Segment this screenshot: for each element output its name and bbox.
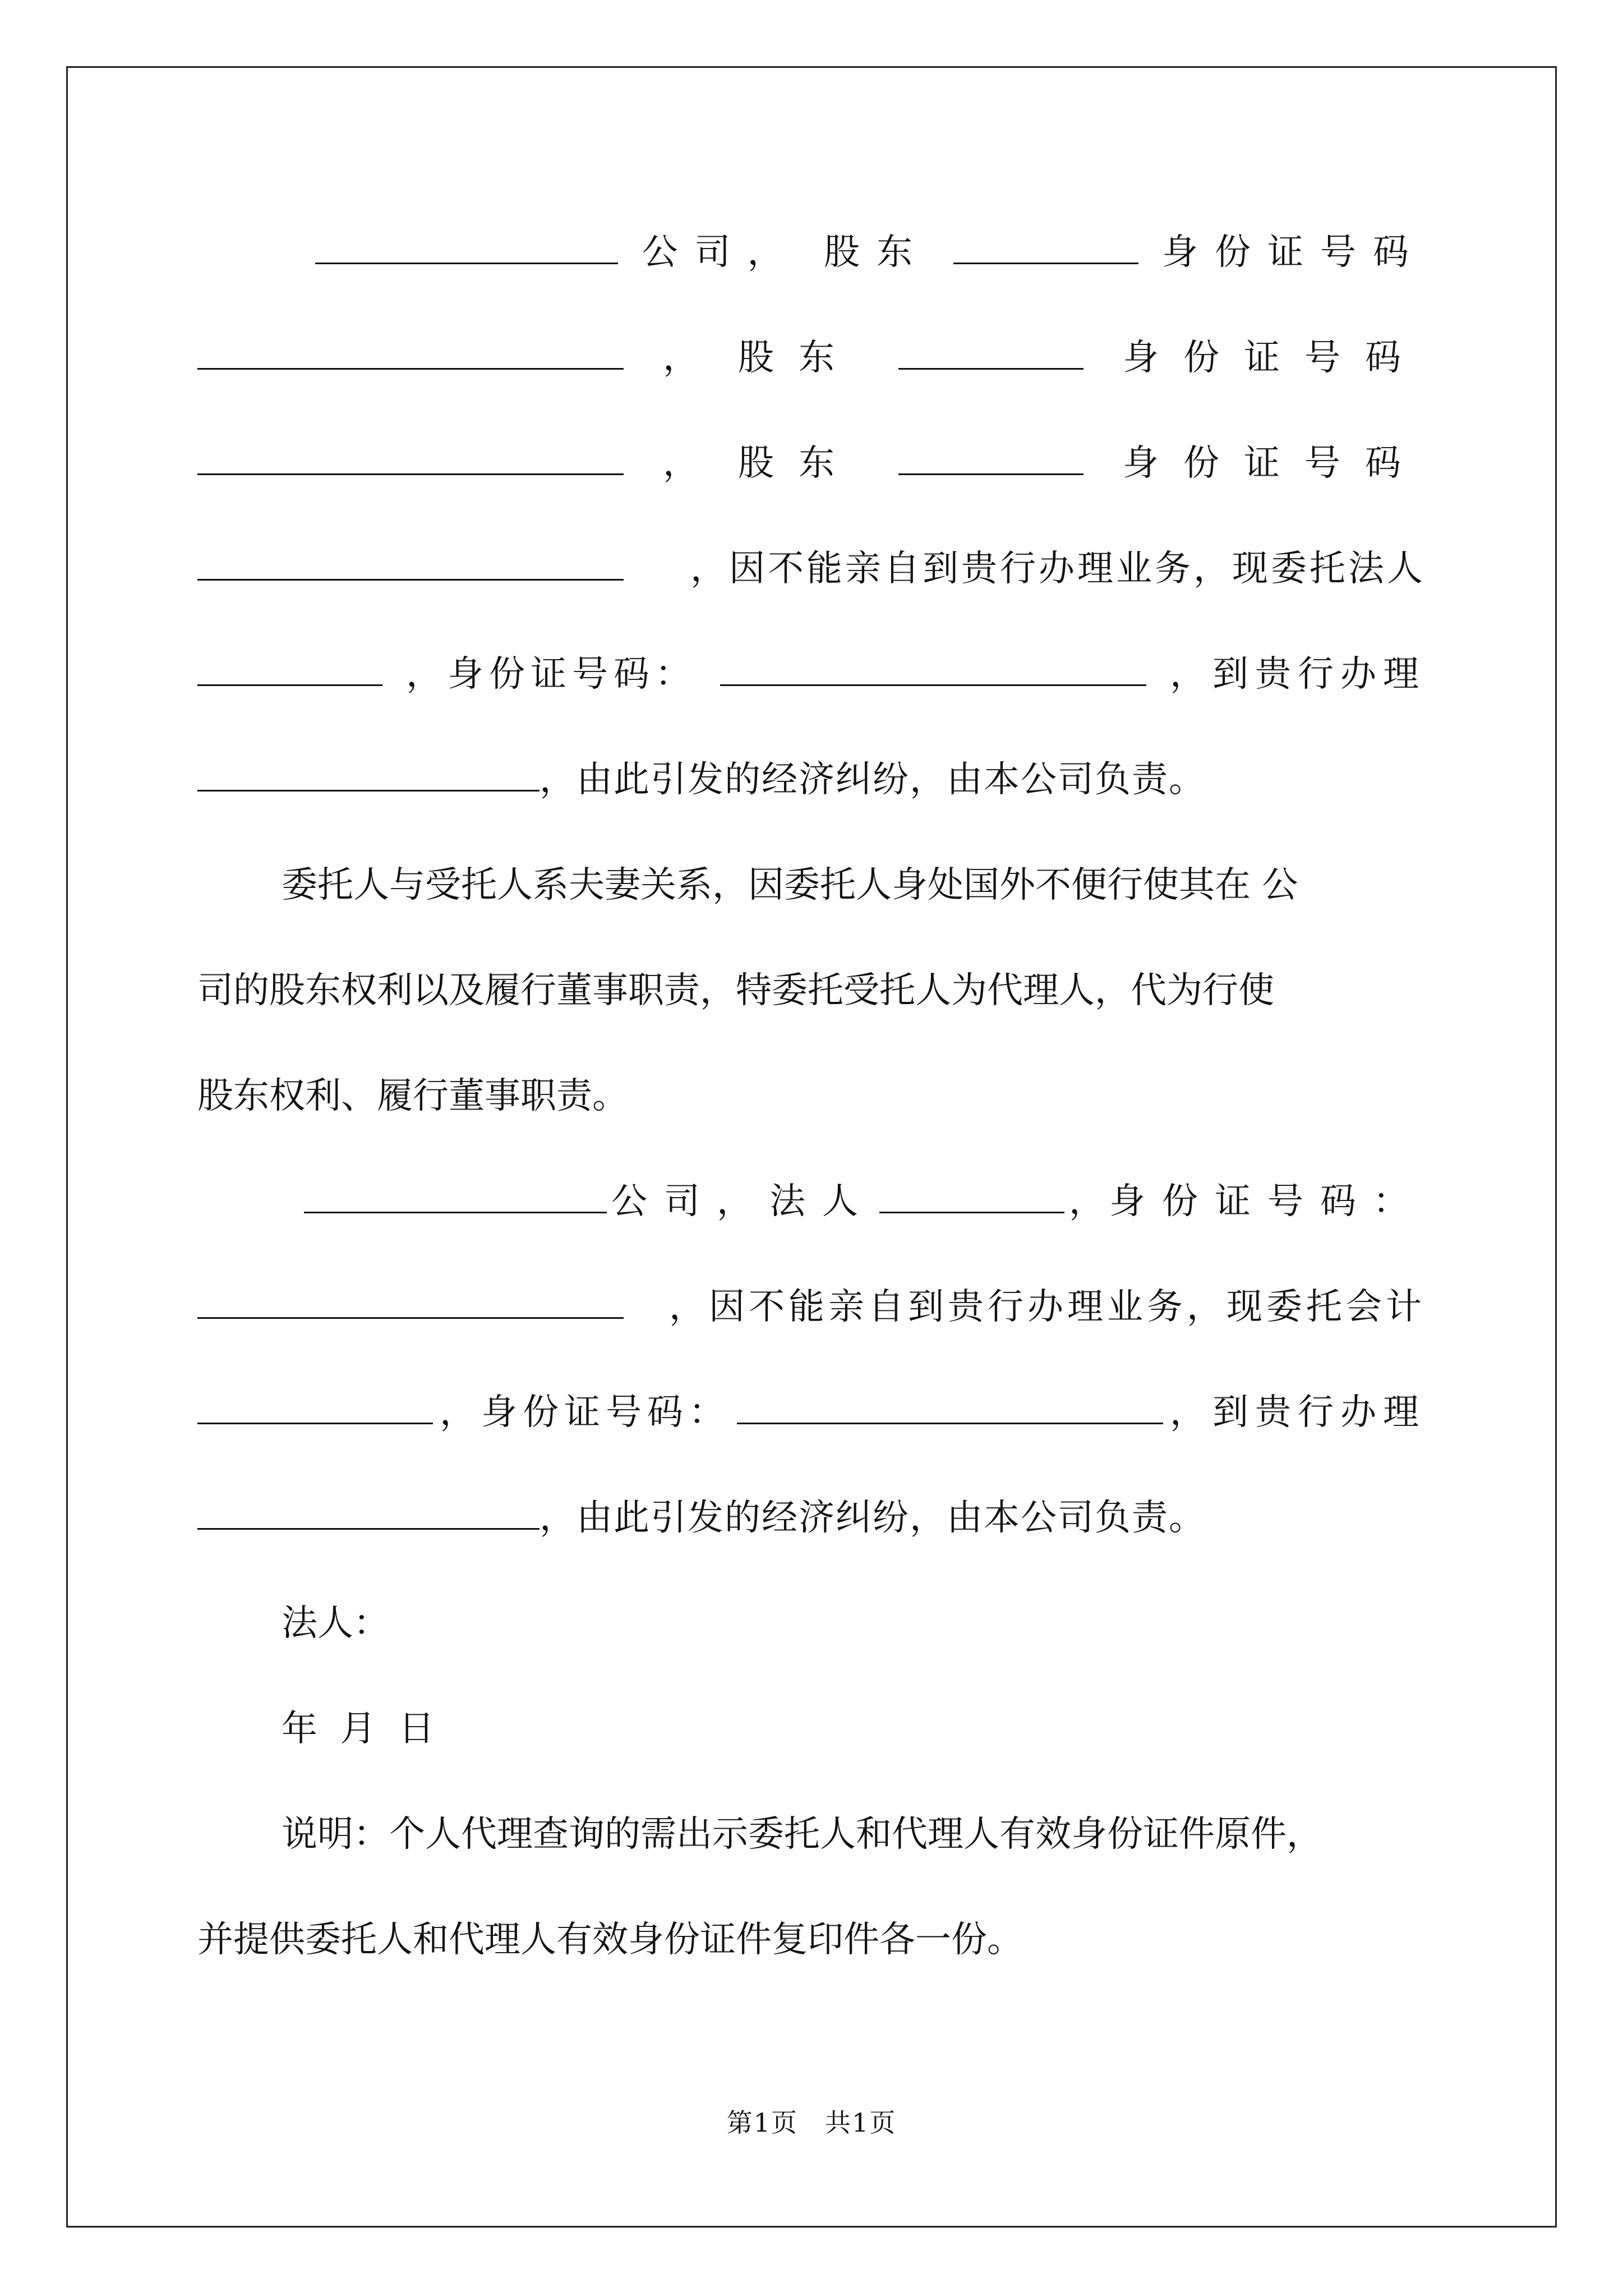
section1-line6: [197, 752, 1426, 808]
paragraph2-line2: 司的股东权利以及履行董事职责，特委托受托人为代理人，代为行使: [197, 970, 1274, 1011]
blank-company-name[interactable]: [304, 1177, 607, 1213]
blank-id-number[interactable]: [737, 1388, 1163, 1424]
text: 身份证号码: [1162, 232, 1426, 273]
blank-id-number[interactable]: [197, 439, 624, 475]
section1-line2: [197, 330, 1426, 386]
blank-shareholder[interactable]: [898, 333, 1083, 370]
text: 公司，: [642, 232, 800, 273]
text: 身份证号码: [1123, 337, 1426, 379]
text: 股东: [738, 443, 859, 484]
blank-company-name[interactable]: [315, 228, 618, 264]
text: ，: [663, 443, 699, 484]
page-border: [66, 66, 1557, 2228]
text: ，由此引发的经济纠纷，由本公司负责。: [540, 1497, 1206, 1539]
paragraph2-line1: 委托人与受托人系夫妻关系，因委托人身处国外不便行使其在 公: [282, 864, 1298, 906]
section3-line1: [197, 1174, 1426, 1230]
text: ，因不能亲自到贵行办理业务，现委托法人: [690, 548, 1426, 590]
section3-line4: [197, 1490, 1426, 1546]
section3-line2: [197, 1279, 1426, 1335]
text: ，由此引发的经济纠纷，由本公司负责。: [540, 759, 1206, 800]
text: ，身份证号码：: [440, 1392, 730, 1433]
signature-legal-person: 法人：: [282, 1603, 389, 1644]
note-line2: 并提供委托人和代理人有效身份证件复印件各一份。: [197, 1919, 1023, 1961]
blank-shareholder[interactable]: [898, 439, 1083, 475]
blank-business[interactable]: [197, 1493, 540, 1530]
signature-date: 年 月 日: [282, 1708, 440, 1750]
section3-line3: [197, 1384, 1426, 1441]
paragraph2-line3: 股东权利、履行董事职责。: [197, 1075, 628, 1117]
blank-legal-person[interactable]: [197, 650, 382, 686]
text: ，: [1069, 1181, 1105, 1222]
section1-line3: [197, 435, 1426, 491]
blank-business[interactable]: [197, 755, 540, 792]
blank-id-number[interactable]: [720, 650, 1146, 686]
blank-shareholder[interactable]: [953, 228, 1138, 264]
blank-id-number[interactable]: [197, 333, 624, 370]
text: ，到贵行办理: [1170, 654, 1426, 695]
text: 公司，法人: [611, 1181, 875, 1222]
text: 股东: [824, 232, 929, 273]
section1-line4: [197, 541, 1426, 597]
note-line1: 说明：个人代理查询的需出示委托人和代理人有效身份证件原件，: [282, 1814, 1322, 1855]
page-footer: 第1页 共1页: [726, 2108, 897, 2138]
text: ，到贵行办理: [1170, 1392, 1426, 1433]
section1-line5: [197, 646, 1426, 702]
text: ，因不能亲自到贵行办理业务，现委托会计: [669, 1286, 1426, 1328]
text: 身份证号码：: [1109, 1181, 1426, 1222]
text: 身份证号码: [1123, 443, 1426, 484]
blank-legal-person[interactable]: [879, 1177, 1064, 1213]
blank-accountant[interactable]: [197, 1388, 433, 1424]
blank-id-number[interactable]: [197, 1282, 624, 1319]
section1-line1: [197, 224, 1426, 280]
text: ，身份证号码：: [406, 654, 697, 695]
text: 股东: [738, 337, 859, 379]
text: ，: [663, 337, 699, 379]
blank-id-number[interactable]: [197, 544, 624, 581]
